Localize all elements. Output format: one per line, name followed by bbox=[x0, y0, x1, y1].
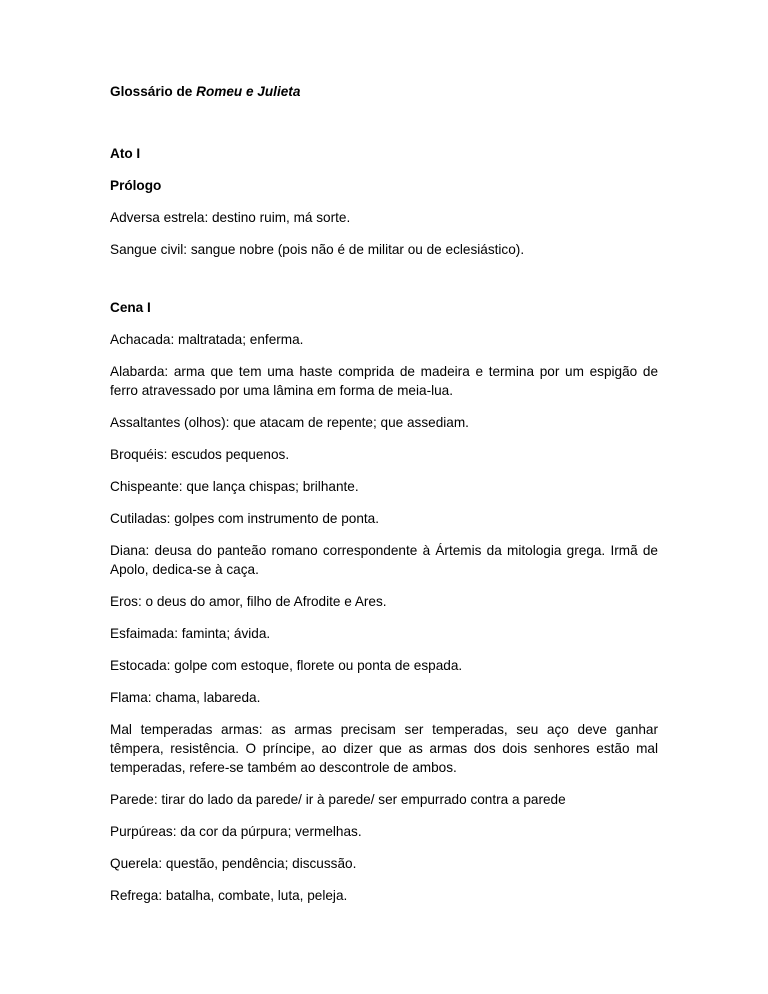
glossary-entry: Adversa estrela: destino ruim, má sorte. bbox=[110, 210, 351, 225]
glossary-entry: Alabarda: arma que tem uma haste comprida de madeira e termina por um espigão de ferro atravessado por uma lâmina em forma de meia-lua. bbox=[110, 364, 658, 398]
glossary-entry: Diana: deusa do panteão romano correspondente à Ártemis da mitologia grega. Irmã de Apolo, dedica-se à caça. bbox=[110, 543, 658, 577]
glossary-entry: Sangue civil: sangue nobre (pois não é de militar ou de eclesiástico). bbox=[110, 242, 525, 257]
glossary-entry: Broquéis: escudos pequenos. bbox=[110, 447, 290, 462]
act-heading: Ato I bbox=[110, 146, 141, 161]
prologue-heading: Prólogo bbox=[110, 178, 162, 193]
glossary-entry: Mal temperadas armas: as armas precisam ser temperadas, seu aço deve ganhar têmpera, resistência. O príncipe, ao dizer que as armas dos dois senhores estão mal temperadas, refere-se também ao descontrole de ambos. bbox=[110, 722, 658, 775]
glossary-entry: Refrega: batalha, combate, luta, peleja. bbox=[110, 888, 348, 903]
glossary-entry: Assaltantes (olhos): que atacam de repente; que assediam. bbox=[110, 415, 469, 430]
title-work: Romeu e Julieta bbox=[196, 84, 301, 99]
document-page bbox=[110, 82, 658, 905]
document-title bbox=[110, 82, 658, 101]
glossary-entry: Cutiladas: golpes com instrumento de ponta. bbox=[110, 511, 380, 526]
glossary-entry: Parede: tirar do lado da parede/ ir à parede/ ser empurrado contra a parede bbox=[110, 792, 566, 807]
scene-heading: Cena I bbox=[110, 300, 151, 315]
glossary-entry: Querela: questão, pendência; discussão. bbox=[110, 856, 357, 871]
glossary-entry: Flama: chama, labareda. bbox=[110, 690, 261, 705]
glossary-entry: Estocada: golpe com estoque, florete ou ponta de espada. bbox=[110, 658, 463, 673]
title-prefix: Glossário de bbox=[110, 84, 197, 99]
glossary-entry: Eros: o deus do amor, filho de Afrodite e Ares. bbox=[110, 594, 387, 609]
glossary-entry: Esfaimada: faminta; ávida. bbox=[110, 626, 271, 641]
glossary-entry: Achacada: maltratada; enferma. bbox=[110, 332, 304, 347]
glossary-entry: Chispeante: que lança chispas; brilhante. bbox=[110, 479, 359, 494]
glossary-entry: Purpúreas: da cor da púrpura; vermelhas. bbox=[110, 824, 362, 839]
